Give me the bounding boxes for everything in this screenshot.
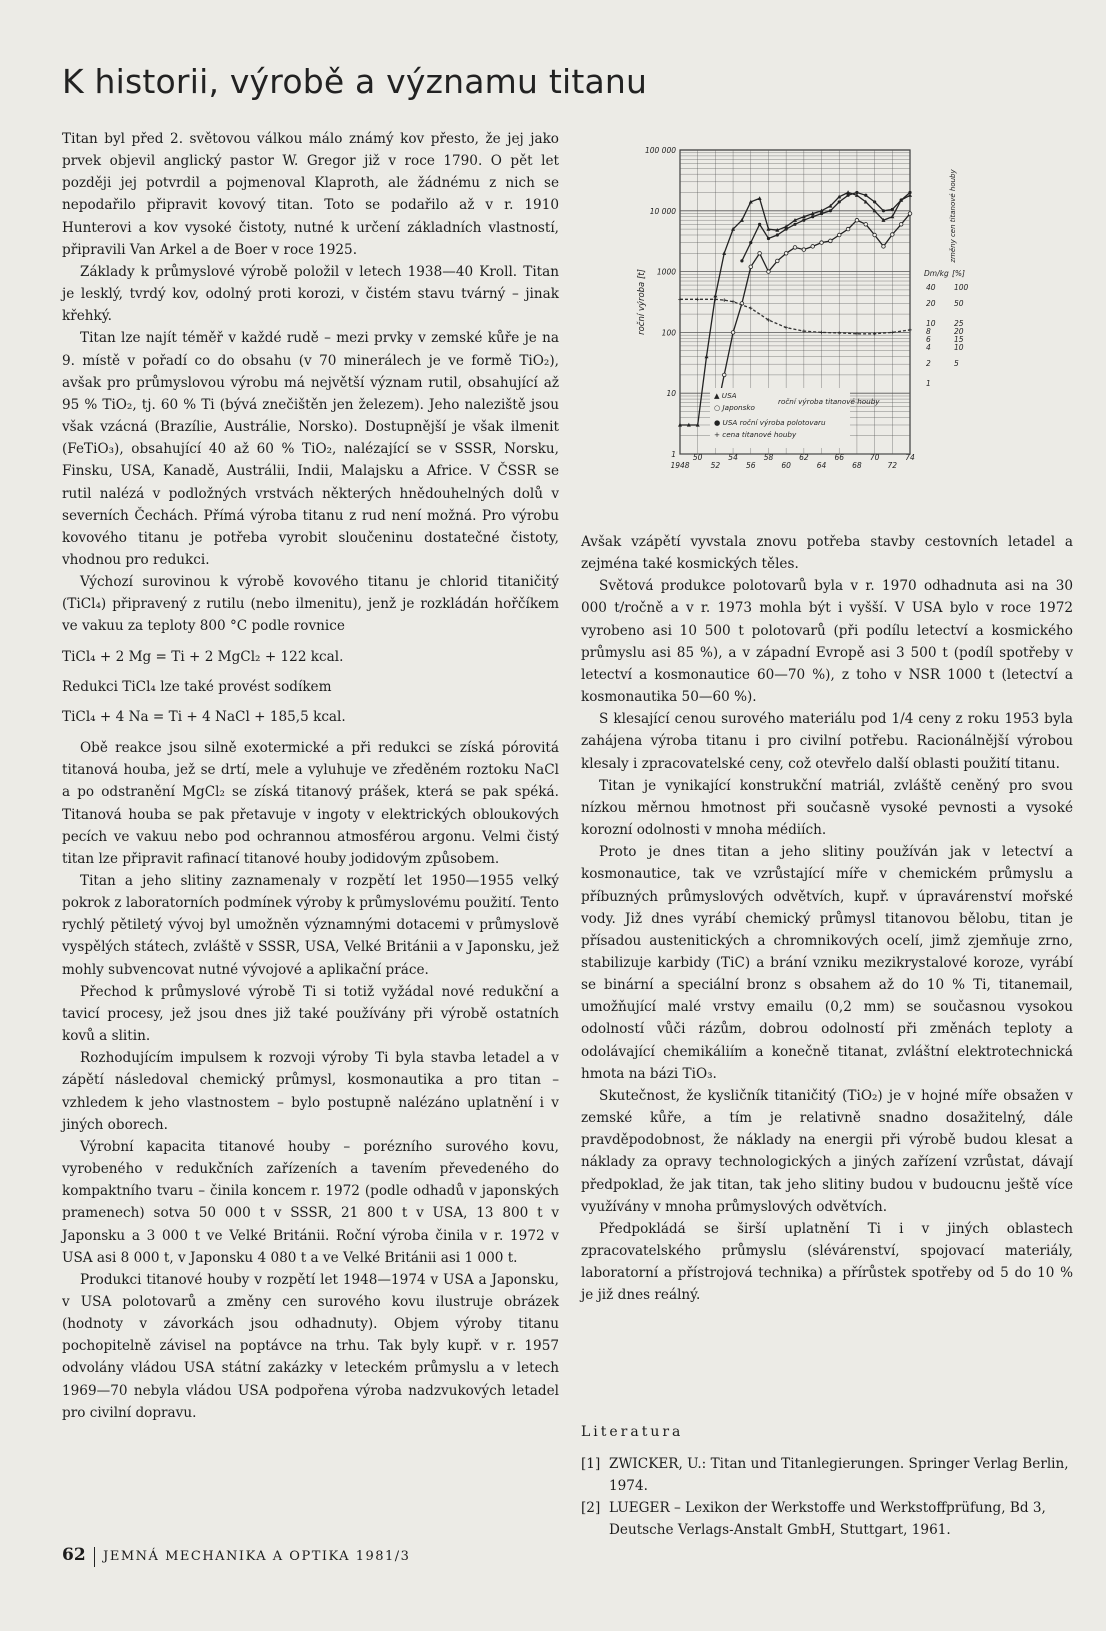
data-point <box>722 298 726 302</box>
legend-entry: roční výroba titanové houby <box>778 397 880 406</box>
legend-entry: ○ Japonsko <box>714 403 755 412</box>
data-point <box>838 200 841 203</box>
data-point <box>864 222 868 226</box>
reference-text: LUEGER – Lexikon der Werkstoffe und Werkstoffprüfung, Bd 3, Deutsche Verlags-Anstalt GmbH, Stuttgart, 1961. <box>609 1500 1046 1538</box>
right-axis-percent: 10 <box>954 343 964 352</box>
data-point <box>758 196 762 200</box>
data-point <box>846 194 849 197</box>
legend-entry: ● USA roční výroba polotovaru <box>714 418 826 427</box>
x-tick-label: 74 <box>905 453 915 462</box>
data-point <box>784 251 788 255</box>
references-list <box>581 1453 1073 1541</box>
right-axis-percent: 25 <box>954 319 964 328</box>
right-axis-value: 2 <box>926 359 931 368</box>
data-point <box>811 215 814 218</box>
paragraph: Výrobní kapacita titanové houby – porézního surového kovu, vyrobeného v redukčních zařízeních a tavením převedeného do kompaktního tvaru – činila koncem r. 1972 (podle odhadů v japonských pramenech) sotva 50 000 t v SSSR, 21 800 t v USA, 13 800 t v Japonsku a 3 000 t ve Velké Británii. Roční výroba činila v r. 1972 v USA asi 8 000 t, v Japonsku 4 080 t a ve Velké Británii asi 1 000 t. <box>62 1138 559 1266</box>
paragraph: Skutečnost, že kysličník titaničitý (TiO₂) je v hojné míře obsažen v zemské kůře, a tím je relativně snadno dosažitelný, dále pravděpodobnost, že náklady na energii při výrobě budou klesat a náklady za opravy technologických a jiných zařízení vzrůstat, dávají předpoklad, že jak titan, tak jeho slitiny budou v budoucnu ještě více využívány v mnoha průmyslových odvětvích. <box>581 1087 1073 1215</box>
y-tick-label: 100 <box>661 328 676 338</box>
reference-number: [2] <box>581 1500 601 1516</box>
data-point <box>864 194 867 197</box>
data-point <box>900 198 903 201</box>
right-axis-value: 40 <box>926 283 936 292</box>
references-heading: Literatura <box>581 1424 684 1440</box>
right-axis-value: 1 <box>926 379 931 388</box>
footer-divider <box>94 1547 96 1567</box>
x-tick-label: 68 <box>852 461 862 470</box>
y-tick-label: 100 000 <box>644 146 676 155</box>
data-point <box>820 212 823 215</box>
data-point <box>891 208 894 211</box>
data-point <box>731 300 735 304</box>
paragraph: Přechod k průmyslové výrobě Ti si totiž vyžádal nové redukční a tavicí procesy, jež jsou dnes již také používány při výrobě ostatních kovů a slitin. <box>62 983 559 1045</box>
data-point <box>776 259 780 263</box>
data-point <box>846 227 850 231</box>
right-axis-percent: 20 <box>954 327 964 336</box>
x-tick-label: 62 <box>799 453 809 462</box>
right-axis-percent: 5 <box>954 359 959 368</box>
right-axis-value: 4 <box>926 343 931 352</box>
reference-item <box>581 1453 1073 1497</box>
right-axis-percent: 15 <box>954 335 964 344</box>
data-point <box>829 239 833 243</box>
data-point <box>891 331 895 335</box>
right-column <box>581 531 1073 1306</box>
right-axis-header: [%] <box>952 269 965 278</box>
x-tick-label: 50 <box>692 453 703 462</box>
data-point <box>899 222 903 226</box>
data-point <box>767 270 771 274</box>
data-point <box>837 331 841 335</box>
journal-name: JEMNÁ MECHANIKA A OPTIKA 1981/3 <box>103 1549 411 1564</box>
data-point <box>722 251 726 255</box>
equation-2: TiCl₄ + 4 Na = Ti + 4 NaCl + 185,5 kcal. <box>62 708 346 725</box>
right-axis-value: 10 <box>926 319 936 328</box>
data-point <box>793 246 797 250</box>
data-point <box>855 218 859 222</box>
paragraph: Rozhodujícím impulsem k rozvoji výroby Ti byla stavba letadel a v zápětí následoval chemický průmysl, kosmonautika a pro titan – vzhledem k jeho vlastnostem – bylo postupně nalézáno uplatnění i v jiných oborech. <box>62 1050 559 1133</box>
paragraph: Avšak vzápětí vyvstala znovu potřeba stavby cestovních letadel a zejména také kosmických těles. <box>581 534 1073 573</box>
right-axis-value: 20 <box>926 299 936 308</box>
y-tick-label: 1 <box>671 450 676 459</box>
x-tick-label: 52 <box>710 461 721 470</box>
x-tick-label: 60 <box>781 461 791 470</box>
data-point <box>846 190 850 194</box>
data-point <box>785 228 788 231</box>
paragraph: Výchozí surovinou k výrobě kovového titanu je chlorid titaničitý (TiCl₄) připravený z rutilu (nebo ilmenitu), jenž je rozkládán hořčíkem ve vakuu za teploty 800 °C podle rovnice <box>62 574 559 635</box>
data-point <box>758 223 761 226</box>
data-point <box>705 354 709 358</box>
data-point <box>740 259 743 262</box>
left-column <box>62 128 559 1424</box>
production-chart <box>628 136 1040 491</box>
data-point <box>873 200 876 203</box>
data-point <box>767 237 770 240</box>
data-point <box>837 233 841 237</box>
data-point <box>855 191 858 194</box>
right-axis-value: 6 <box>926 335 931 344</box>
x-tick-label: 1948 <box>670 461 690 470</box>
data-point <box>802 219 805 222</box>
right-axis-percent: 100 <box>954 283 969 292</box>
data-point <box>749 241 752 244</box>
paragraph: Světová produkce polotovarů byla v r. 1970 odhadnuta asi na 30 000 t/ročně a v r. 1973 mohla být i vyšší. V USA bylo v roce 1972 vyrobeno asi 10 500 t polotovarů (při podílu letectví a kosmického průmyslu asi 85 %), a v západní Evropě asi 3 500 t (podíl spotřeby v letectví a kosmonautice 60—70 %), z toho v NSR 1000 t (letectví a kosmonautika 50—60 %). <box>581 578 1073 706</box>
paragraph: Proto je dnes titan a jeho slitiny používán jak v letectví a kosmonautice, tak ve vzrůstající míře v chemickém průmyslu a příbuzných průmyslových odvětvích, kupř. v úpravárenství mořské vody. Již dnes vyrábí chemický průmysl titanovou bělobu, titan je přísadou austenitických a chromnikových ocelí, jimž zjemňuje zrno, stabilizuje karbidy (TiC) a brání vzniku mezikrystalové koroze, vyrábí se binární a speciální bronz s obsahem až do 10 % Ti, titanemail, umožňující malé vrstvy emailu (0,2 mm) se současnou vysokou odolností vůči rázům, dobrou odolností při změnách teploty a odolávající chemikáliím a konečně titanat, zvláštní elektrotechnická hmota na bázi TiO₃. <box>581 844 1073 1082</box>
data-point <box>811 245 815 249</box>
data-point <box>820 241 824 245</box>
data-point <box>784 326 788 330</box>
right-axis-percent: 50 <box>954 299 964 308</box>
data-point <box>829 209 832 212</box>
x-tick-label: 58 <box>763 453 774 462</box>
x-tick-label: 72 <box>887 461 898 470</box>
right-axis-value: 8 <box>926 327 931 336</box>
data-point <box>882 245 886 249</box>
y-tick-label: 10 000 <box>649 206 676 216</box>
data-point <box>802 248 806 252</box>
data-point <box>749 265 753 269</box>
paragraph: Titan je vynikající konstrukční matriál, zvláště ceněný pro svou nízkou měrnou hmotnost při současně vysoké pevnosti a vysoké korozní odolnosti v mnoha médiích. <box>581 777 1073 839</box>
reference-text: ZWICKER, U.: Titan und Titanlegierungen. Springer Verlag Berlin, 1974. <box>609 1456 1069 1494</box>
right-axis-label: změny cen titanové houby <box>949 169 957 263</box>
paragraph: S klesající cenou surového materiálu pod 1/4 ceny z roku 1953 byla zahájena výroba titanu i pro civilní potřebu. Racionálnější výrobou klesaly i zpracovatelské ceny, což otevřelo další oblasti použití titanu. <box>581 711 1073 772</box>
data-point <box>882 209 885 212</box>
legend-entry: ▲ USA <box>714 391 737 400</box>
series-line-usa-polotovary <box>742 193 910 261</box>
data-point <box>908 212 912 216</box>
y-tick-label: 10 <box>666 389 676 399</box>
paragraph: Titan lze najít téměř v každé rudě – mezi prvky v zemské kůře je na 9. místě v pořadí co do obsahu (v 70 minerálech je ve formě TiO₂), avšak pro průmyslovou výrobu má největší význam rutil, obsahující až 95 % TiO₂, tj. 60 % Ti (bývá znečištěn jen železem). Jeho naleziště jsou však vzácná (Brazílie, Austrálie, Norsko). Dostupnější je však ilmenit (FeTiO₃), obsahující 40 až 60 % TiO₂, nalézající se v SSSR, Norsku, Finsku, USA, Kanadě, Austrálii, Indii, Malajsku a Africe. V ČSSR se rutil nalézá v podložných vrstvách některých hnědouhelných dolů v severních Čechách. Přímá výroba titanu z rud není možná. Pro výrobu kovového titanu je potřeba vyrobit sloučeninu dostatečné čistoty, vhodnou pro redukci. <box>62 330 559 568</box>
data-point <box>891 233 895 237</box>
data-point <box>873 233 877 237</box>
data-point <box>713 294 717 298</box>
data-point <box>758 251 762 255</box>
y-tick-label: 1000 <box>656 267 676 277</box>
x-tick-label: 64 <box>816 461 827 470</box>
x-tick-label: 70 <box>869 453 880 462</box>
data-point <box>908 328 912 332</box>
data-point <box>908 191 911 194</box>
x-tick-label: 54 <box>728 453 738 462</box>
reference-item <box>581 1497 1073 1541</box>
equation-1: TiCl₄ + 2 Mg = Ti + 2 MgCl₂ + 122 kcal. <box>62 648 344 665</box>
data-point <box>722 373 726 377</box>
y-axis-label: roční výroba [t] <box>637 269 647 335</box>
paragraph: Titan byl před 2. světovou válkou málo známý kov přesto, že jej jako prvek objevil anglický pastor W. Gregor již v roce 1790. O pět let později jej potvrdil a pojmenoval Klaproth, ale žádnému z nich se nepodařilo připravit kovový titan. Toto se podařilo až v r. 1910 Hunterovi a kov vysoké čistoty, nutné k určení základních vlastností, připravili Van Arkel a de Boer v roce 1925. <box>62 131 559 258</box>
data-point <box>776 233 779 236</box>
x-tick-label: 56 <box>745 461 756 470</box>
equation-intro: Redukci TiCl₄ lze také provést sodíkem <box>62 678 332 695</box>
reference-number: [1] <box>581 1456 601 1472</box>
data-point <box>731 331 735 335</box>
data-point <box>749 306 753 310</box>
paragraph: Předpokládá se širší uplatnění Ti i v jiných oblastech zpracovatelského průmyslu (slévárenství, spojovací materiály, laboratorní a přístrojová technika) a přírůstek spotřeby od 5 do 10 % je již dnes reálný. <box>581 1220 1073 1304</box>
x-tick-label: 66 <box>834 453 845 462</box>
paragraph: Produkci titanové houby v rozpětí let 1948—1974 v USA a Japonsku, v USA polotovarů a změny cen surového kovu ilustruje obrázek (hodnoty v závorkách jsou odhadnuty). Objem výroby titanu pochopitelně závisel na poptávce na trhu. Tak byly kupř. v r. 1957 odvolány vládou USA státní zakázky v leteckém průmyslu a v letech 1969—70 nebyla vládou USA podpořena výroba nadzvukových letadel pro civilní dopravu. <box>62 1271 559 1421</box>
data-point <box>793 223 796 226</box>
data-point <box>678 298 682 302</box>
page-footer <box>62 1545 410 1567</box>
page-number: 62 <box>62 1545 86 1565</box>
right-axis-header: Dm/kg <box>924 269 949 278</box>
data-point <box>696 298 700 302</box>
data-point <box>820 331 824 335</box>
legend-entry: + cena titanové houby <box>714 430 797 439</box>
paragraph: Titan a jeho slitiny zaznamenaly v rozpětí let 1950—1955 velký pokrok z laboratorních podmínek výroby k průmyslovému použití. Tento rychlý pětiletý vývoj byl umožněn významnými dotacemi v průmyslově vyspělých státech, zvláště v SSSR, USA, Velké Británii a v Japonsku, jež mohly subvencovat nutné vývojové a aplikační práce. <box>62 873 559 978</box>
article-title: K historii, výrobě a významu titanu <box>62 62 648 101</box>
paragraph: Základy k průmyslové výrobě položil v letech 1938—40 Kroll. Titan je lesklý, tvrdý kov, odolný proti korozi, v čistém stavu tvárný – jinak křehký. <box>62 263 559 325</box>
paragraph: Obě reakce jsou silně exotermické a při redukci se získá pórovitá titanová houba, jež se drtí, mele a vyluhuje ve zředěném roztoku NaCl a po odstranění MgCl₂ se získá titanový prášek, která se pak spéká. Titanová houba se pak přetavuje v ingoty v elektrických obloukových pecích ve vakuu nebo pod ochrannou atmosférou argonu. Velmi čistý titan lze připravit rafinací titanové houby jodidovým způsobem. <box>62 740 559 867</box>
